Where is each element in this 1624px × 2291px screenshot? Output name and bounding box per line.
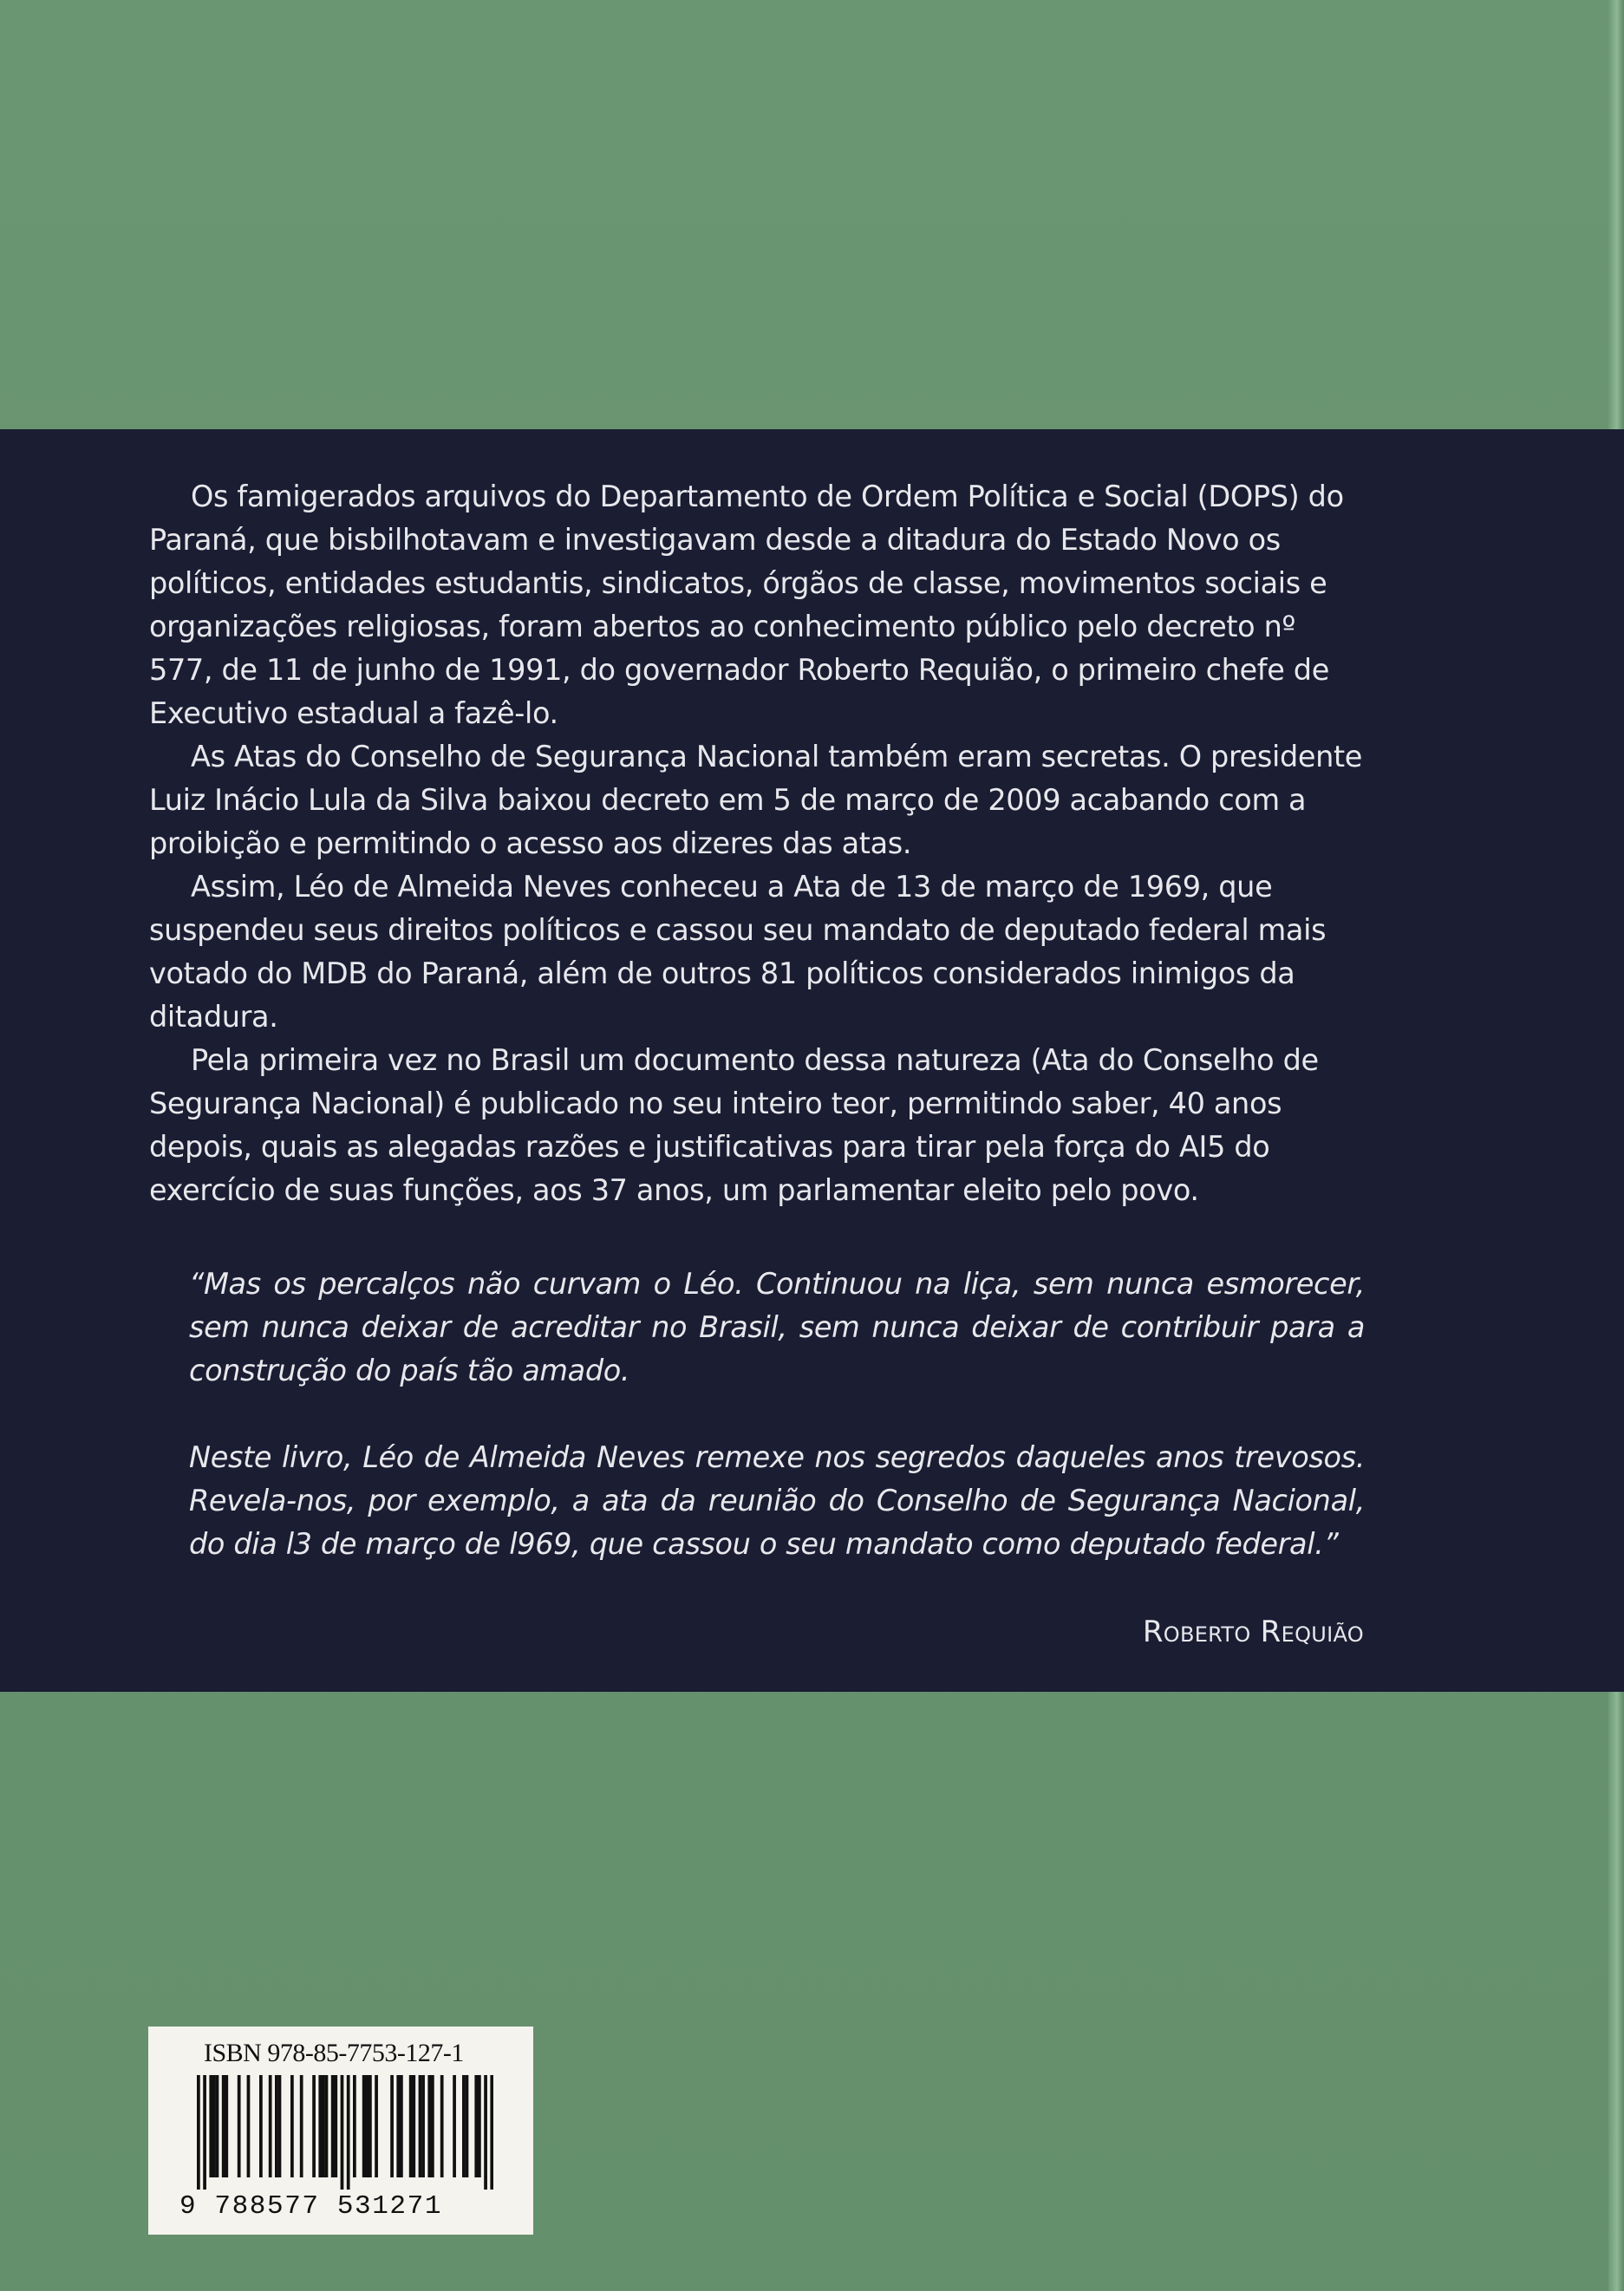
barcode-bar (222, 2075, 225, 2177)
quote-author: Roberto Requião (1142, 1615, 1364, 1649)
barcode-bar (341, 2075, 344, 2190)
barcode-bar (478, 2075, 481, 2177)
barcode-bar (290, 2075, 294, 2177)
quote-paragraph-2: Neste livro, Léo de Almeida Neves remexe nos segredos daqueles anos trevosos. Revela-nos, por exemplo, a ata da reunião do Conselho de Segurança Nacional, do dia l3 de março de l969, que cassou o seu mandato como deputado federal.” (189, 1440, 1365, 1561)
barcode-bar (225, 2075, 228, 2177)
barcode-bar (421, 2075, 425, 2177)
barcode-bar (331, 2075, 335, 2177)
barcode-bar (247, 2075, 251, 2177)
barcode-bar (440, 2075, 444, 2177)
barcode-bar (300, 2075, 303, 2177)
blurb-paragraph-3: Assim, Léo de Almeida Neves conheceu a Ata de 13 de março de 1969, que suspendeu seus direitos políticos e cassou seu mandato de deputado federal mais votado do MDB do Paraná, além de outros 81 políticos considerados inimigos da ditadura. (149, 870, 1327, 1034)
barcode-bar (490, 2075, 493, 2190)
barcode-bar (325, 2075, 329, 2177)
barcode-bar (269, 2075, 272, 2177)
barcode-bar (212, 2075, 216, 2177)
barcode-bar (278, 2075, 282, 2177)
barcode-bar (466, 2075, 469, 2177)
barcode-bar (368, 2075, 372, 2177)
barcode-bar (275, 2075, 278, 2177)
barcode-bar (400, 2075, 403, 2177)
barcode-label (148, 2027, 533, 2235)
barcode-bar (431, 2075, 434, 2177)
barcode-bar (318, 2075, 322, 2177)
barcode-bar (353, 2075, 356, 2177)
isbn-text: ISBN 978-85-7753-127-1 (204, 2039, 464, 2067)
barcode-bar (216, 2075, 219, 2177)
blurb-paragraph-1: Os famigerados arquivos do Departamento de Ordem Política e Social (DOPS) do Paraná, que bisbilhotavam e investigavam desde a ditadura do Estado Novo os políticos, entidades estudantis, sindicatos, órgãos de classe, movimentos sociais e organizações religiosas, foram abertos ao conhecimento público pelo decreto nº 577, de 11 de junho de 1991, do governador Roberto Requião, o primeiro chefe de Executivo estadual a fazê-lo. (149, 480, 1344, 730)
barcode-bar (197, 2075, 200, 2190)
barcode-bar (322, 2075, 325, 2177)
barcode-bar (259, 2075, 263, 2177)
barcode-bar (238, 2075, 241, 2177)
barcode-bar (462, 2075, 466, 2177)
barcode-bar (390, 2075, 394, 2177)
blurb-text (149, 475, 1367, 1212)
barcode-bar (334, 2075, 337, 2177)
barcode-bar (412, 2075, 415, 2177)
barcode-bar (209, 2075, 212, 2177)
barcode-bar (396, 2075, 400, 2177)
barcode-bar (484, 2075, 487, 2190)
barcode-bar (347, 2075, 350, 2190)
barcode-bar (453, 2075, 456, 2177)
quote-paragraph-1: “Mas os percalços não curvam o Léo. Continuou na liça, sem nunca esmorecer, sem nunca deixar de acreditar no Brasil, sem nunca deixar de contribuir para a construção do país tão amado. (189, 1267, 1365, 1387)
blurb-paragraph-4: Pela primeira vez no Brasil um documento dessa natureza (Ata do Conselho de Segurança Nacional) é publicado no seu inteiro teor, permitindo saber, 40 anos depois, quais as alegadas razões e justificativas para tirar pela força do AI5 do exercício de suas funções, aos 37 anos, um parlamentar eleito pelo povo. (149, 1043, 1319, 1207)
barcode-bar (419, 2075, 422, 2177)
barcode-bar (362, 2075, 366, 2177)
barcode-bar (365, 2075, 368, 2177)
barcode-bar (375, 2075, 378, 2177)
barcode-bar (203, 2075, 206, 2190)
barcode-bar (427, 2075, 431, 2177)
endorsement-quote (189, 1263, 1365, 1609)
barcode-bar (474, 2075, 478, 2177)
barcode-bar (409, 2075, 413, 2177)
barcode-bars (197, 2075, 493, 2190)
barcode-bar (312, 2075, 316, 2177)
blurb-paragraph-2: As Atas do Conselho de Segurança Nacional também eram secretas. O presidente Luiz Inácio Lula da Silva baixou decreto em 5 de março de 2009 acabando com a proibição e permitindo o acesso aos dizeres das atas. (149, 740, 1363, 860)
ean-digits: 9 788577 531271 (179, 2191, 443, 2222)
